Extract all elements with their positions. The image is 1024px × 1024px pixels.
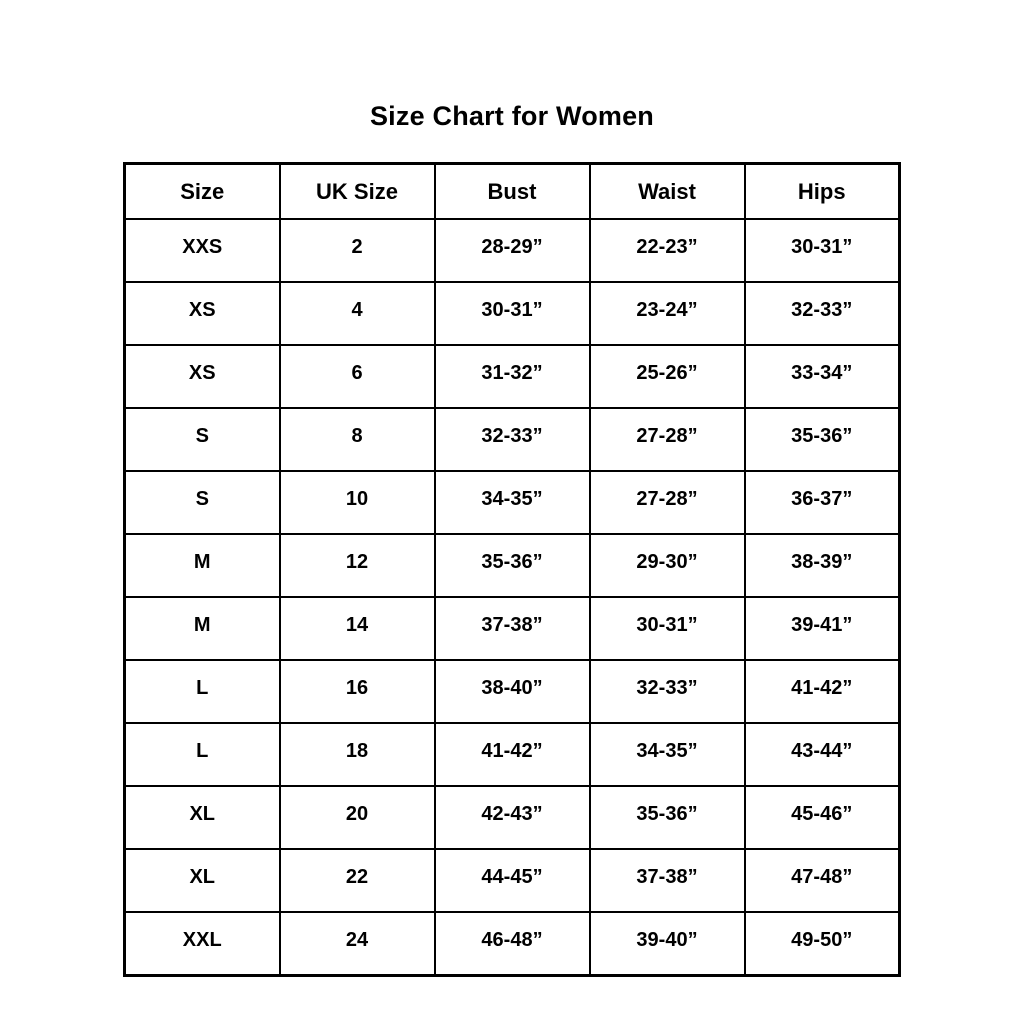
table-cell-size: S <box>125 471 280 534</box>
table-cell-size: XL <box>125 849 280 912</box>
table-row <box>125 597 900 660</box>
page-title: Size Chart for Women <box>369 101 655 131</box>
table-row <box>125 408 900 471</box>
table-row <box>125 282 900 345</box>
table-cell-size: XS <box>125 282 280 345</box>
column-header-hips: Hips <box>745 164 900 220</box>
table-cell-uk: 8 <box>280 408 435 471</box>
column-header-bust: Bust <box>435 164 590 220</box>
table-cell-bust: 32-33” <box>435 408 590 471</box>
table-cell-hips: 32-33” <box>745 282 900 345</box>
table-cell-waist: 39-40” <box>590 912 745 976</box>
table-cell-waist: 27-28” <box>590 471 745 534</box>
table-cell-uk: 4 <box>280 282 435 345</box>
table-cell-waist: 34-35” <box>590 723 745 786</box>
table-row <box>125 471 900 534</box>
size-chart-table <box>123 162 901 977</box>
table-cell-size: L <box>125 723 280 786</box>
table-cell-bust: 46-48” <box>435 912 590 976</box>
table-row <box>125 786 900 849</box>
table-cell-uk: 12 <box>280 534 435 597</box>
table-cell-bust: 31-32” <box>435 345 590 408</box>
table-cell-bust: 35-36” <box>435 534 590 597</box>
table-cell-hips: 39-41” <box>745 597 900 660</box>
table-cell-uk: 6 <box>280 345 435 408</box>
table-cell-hips: 36-37” <box>745 471 900 534</box>
column-header-uk-size: UK Size <box>280 164 435 220</box>
table-cell-waist: 22-23” <box>590 219 745 282</box>
table-cell-waist: 37-38” <box>590 849 745 912</box>
table-header-row <box>125 164 900 220</box>
table-row <box>125 219 900 282</box>
table-header <box>125 164 900 220</box>
table-cell-bust: 34-35” <box>435 471 590 534</box>
table-cell-hips: 35-36” <box>745 408 900 471</box>
table-body <box>125 219 900 976</box>
table-row <box>125 660 900 723</box>
table-cell-bust: 28-29” <box>435 219 590 282</box>
table-cell-uk: 14 <box>280 597 435 660</box>
table-cell-hips: 30-31” <box>745 219 900 282</box>
table-cell-uk: 10 <box>280 471 435 534</box>
table-cell-hips: 47-48” <box>745 849 900 912</box>
table-cell-waist: 30-31” <box>590 597 745 660</box>
table-cell-uk: 20 <box>280 786 435 849</box>
table-cell-hips: 49-50” <box>745 912 900 976</box>
column-header-size: Size <box>125 164 280 220</box>
table-row <box>125 912 900 976</box>
table-cell-uk: 16 <box>280 660 435 723</box>
table-cell-size: XL <box>125 786 280 849</box>
table-cell-size: L <box>125 660 280 723</box>
table-cell-waist: 23-24” <box>590 282 745 345</box>
table-cell-hips: 45-46” <box>745 786 900 849</box>
table-cell-waist: 27-28” <box>590 408 745 471</box>
table-cell-uk: 18 <box>280 723 435 786</box>
table-cell-bust: 42-43” <box>435 786 590 849</box>
table-cell-uk: 22 <box>280 849 435 912</box>
table-cell-waist: 35-36” <box>590 786 745 849</box>
table-cell-size: M <box>125 597 280 660</box>
table-row <box>125 534 900 597</box>
table-cell-bust: 38-40” <box>435 660 590 723</box>
table-cell-waist: 25-26” <box>590 345 745 408</box>
table-cell-size: XS <box>125 345 280 408</box>
table-cell-size: S <box>125 408 280 471</box>
column-header-waist: Waist <box>590 164 745 220</box>
table-cell-uk: 24 <box>280 912 435 976</box>
table-cell-size: XXS <box>125 219 280 282</box>
table-cell-uk: 2 <box>280 219 435 282</box>
table-cell-waist: 32-33” <box>590 660 745 723</box>
table-cell-hips: 41-42” <box>745 660 900 723</box>
table-cell-size: XXL <box>125 912 280 976</box>
table-cell-hips: 38-39” <box>745 534 900 597</box>
table-cell-bust: 44-45” <box>435 849 590 912</box>
table-cell-bust: 41-42” <box>435 723 590 786</box>
table-cell-hips: 43-44” <box>745 723 900 786</box>
table-cell-bust: 37-38” <box>435 597 590 660</box>
table-row <box>125 723 900 786</box>
table-row <box>125 345 900 408</box>
table-cell-bust: 30-31” <box>435 282 590 345</box>
table-cell-waist: 29-30” <box>590 534 745 597</box>
table-cell-size: M <box>125 534 280 597</box>
table-row <box>125 849 900 912</box>
table-cell-hips: 33-34” <box>745 345 900 408</box>
